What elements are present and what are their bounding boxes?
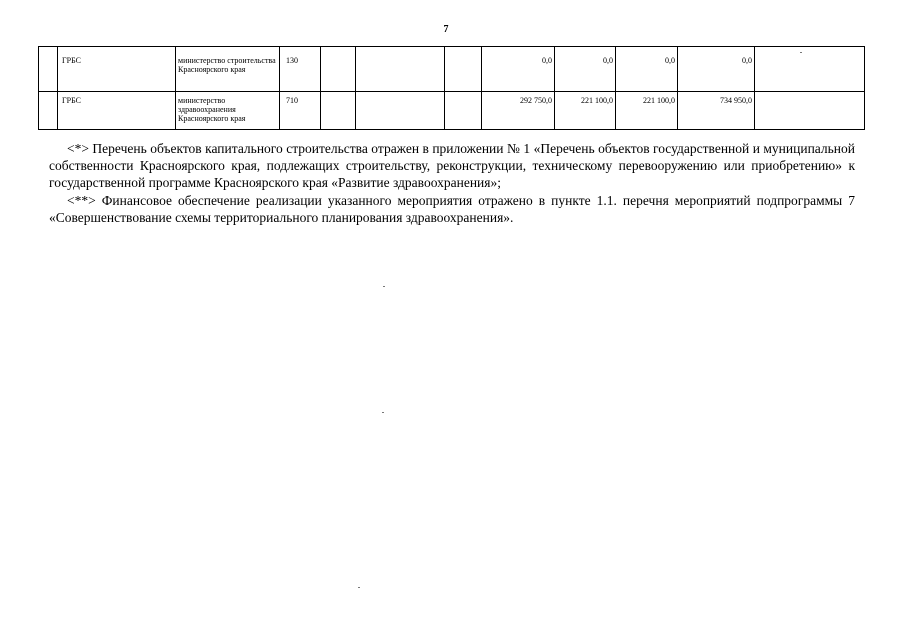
code-cell: 130 (280, 47, 321, 92)
scan-speck (358, 587, 360, 588)
row-type-cell: ГРБС (58, 92, 176, 130)
scan-speck (800, 52, 802, 53)
table-row (39, 92, 865, 130)
row-type-cell: ГРБС (58, 47, 176, 92)
footnote-capital-construction: <*> Перечень объектов капитального строительства отражен в приложении № 1 «Перечень объектов государственной и муниципальной собственности Красноярского края, подлежащих строительству, реконструкции, техническому перевооружению или приобретению» к государственной программе Красноярского края «Развитие здравоохранения»; (49, 141, 855, 190)
value-cell-3: 0,0 (616, 47, 678, 92)
empty-cell (356, 47, 445, 92)
empty-cell (321, 47, 356, 92)
empty-cell (39, 92, 58, 130)
ministry-cell: министерство строительства Красноярского края (176, 47, 280, 92)
empty-cell (445, 92, 482, 130)
value-cell-1: 292 750,0 (482, 92, 555, 130)
empty-cell (445, 47, 482, 92)
ministry-cell: министерство здравоохранения Красноярского края (176, 92, 280, 130)
value-cell-3: 221 100,0 (616, 92, 678, 130)
empty-cell (755, 92, 865, 130)
empty-cell (39, 47, 58, 92)
code-cell: 710 (280, 92, 321, 130)
scan-speck (382, 412, 384, 413)
empty-cell (321, 92, 356, 130)
financing-table (38, 46, 865, 130)
value-cell-2: 221 100,0 (555, 92, 616, 130)
value-cell-1: 0,0 (482, 47, 555, 92)
value-cell-2: 0,0 (555, 47, 616, 92)
scan-speck (383, 286, 385, 287)
footnote-financing: <**> Финансовое обеспечение реализации указанного мероприятия отражено в пункте 1.1. перечня мероприятий подпрограммы 7 «Совершенствование схемы территориального планирования здравоохранения». (49, 193, 855, 225)
empty-cell (356, 92, 445, 130)
total-cell: 734 950,0 (678, 92, 755, 130)
page-number: 7 (443, 24, 449, 35)
empty-cell (755, 47, 865, 92)
table-row (39, 47, 865, 92)
total-cell: 0,0 (678, 47, 755, 92)
